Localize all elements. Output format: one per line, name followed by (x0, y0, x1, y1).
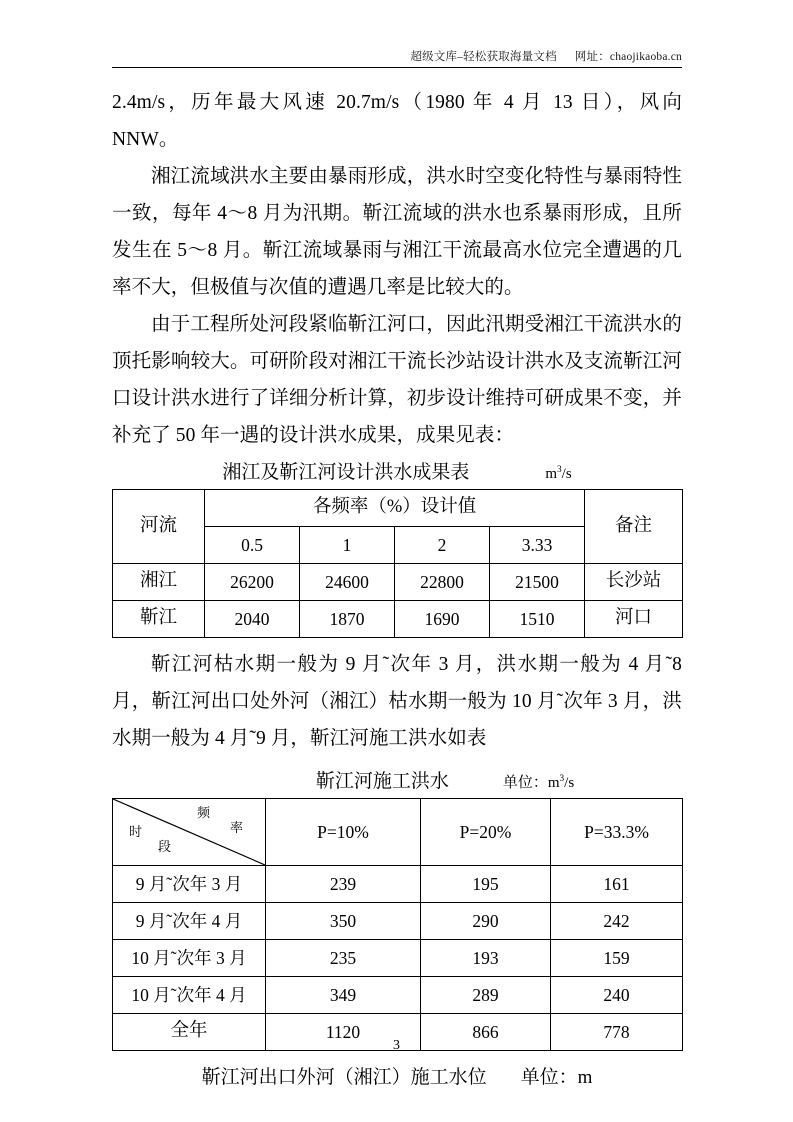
construction-flood-table (112, 798, 683, 1051)
paragraph-wind-speed: 2.4m/s，历年最大风速 20.7m/s（1980 年 4 月 13 日），风向 NNW。 (112, 92, 682, 150)
table2-corner-header (113, 799, 266, 866)
table1-row1-val0: 2040 (205, 601, 300, 638)
table1-freq-1: 1 (300, 527, 395, 564)
table2-caption-text: 靳江河施工洪水 (315, 771, 449, 792)
table3-unit: 单位：m (520, 1067, 593, 1088)
table2-row2-val2: 159 (551, 940, 683, 977)
table2-row3-val2: 240 (551, 977, 683, 1014)
table2-caption (112, 767, 682, 798)
table2-header-1: P=20% (421, 799, 551, 866)
table2-unit-prefix: 单位： (502, 775, 548, 791)
header-url-label: 网址： (574, 51, 610, 63)
table2-row1-period: 9 月˜次年 4 月 (113, 903, 266, 940)
table1-header-remark: 备注 (585, 490, 683, 564)
table1-caption (112, 458, 682, 489)
table2-row4-val1: 866 (421, 1014, 551, 1051)
table1-row1-val3: 1510 (490, 601, 585, 638)
table-row (113, 799, 683, 866)
table2-header-2: P=33.3% (551, 799, 683, 866)
table-row (113, 977, 683, 1014)
table1-freq-0: 0.5 (205, 527, 300, 564)
table2-unit-base: m (547, 775, 560, 791)
table3-caption (112, 1063, 682, 1093)
table1-row0-remark: 长沙站 (585, 564, 683, 601)
page-header (112, 48, 682, 68)
table-row (113, 940, 683, 977)
table1-unit-base: m (545, 466, 557, 482)
table2-row1-val0: 350 (266, 903, 421, 940)
table2-unit-suffix: /s (564, 775, 575, 791)
paragraph-xiangjiang-flood: 湘江流域洪水主要由暴雨形成，洪水时空变化特性与暴雨特性一致，每年 4～8 月为汛期。靳江流域的洪水也系暴雨形成，且所发生在 5～8 月。靳江流域暴雨与湘江干流最高水位完全遭遇的几率不大，但极值与次值的遭遇几率是比较大的。 (112, 166, 682, 298)
table1-row1-val1: 1870 (300, 601, 395, 638)
table2-row3-val1: 289 (421, 977, 551, 1014)
table1-unit-exp: 3 (557, 465, 562, 475)
table-row (113, 490, 683, 527)
table2-corner-period-2: 段 (158, 839, 172, 854)
table2-row4-val0: 1120 (266, 1014, 421, 1051)
table1-unit (545, 466, 571, 482)
table1-row1-river: 靳江 (113, 601, 205, 638)
page-header-text (112, 48, 682, 67)
table2-corner-freq-1: 频 (197, 805, 211, 820)
table2-header-0: P=10% (266, 799, 421, 866)
table3-caption-text: 靳江河出口外河（湘江）施工水位 (201, 1067, 487, 1088)
table2-corner-period-1: 时 (129, 824, 143, 839)
table1-header-river: 河流 (113, 490, 205, 564)
table2-unit-exp: 3 (559, 774, 565, 784)
table-row (113, 866, 683, 903)
table-row (113, 601, 683, 638)
table2-row1-val2: 242 (551, 903, 683, 940)
table2-row4-val2: 778 (551, 1014, 683, 1051)
paragraph-design-flood: 由于工程所处河段紧临靳江河口，因此汛期受湘江干流洪水的顶托影响较大。可研阶段对湘江干流长沙站设计洪水及支流靳江河口设计洪水进行了详细分析计算，初步设计维持可研成果不变，并补充了 50 年一遇的设计洪水成果，成果见表： (112, 314, 682, 446)
table2-row3-period: 10 月˜次年 4 月 (113, 977, 266, 1014)
table2-row2-val0: 235 (266, 940, 421, 977)
page-number: 3 (393, 1038, 400, 1053)
table1-row1-val2: 1690 (395, 601, 490, 638)
table1-row1-remark: 河口 (585, 601, 683, 638)
table1-freq-3: 3.33 (490, 527, 585, 564)
table1-row0-val3: 21500 (490, 564, 585, 601)
table2-row0-val0: 239 (266, 866, 421, 903)
table1-header-group: 各频率（%）设计值 (205, 490, 585, 527)
design-flood-table (112, 489, 683, 638)
page-header-rule (112, 67, 682, 68)
paragraph-dry-wet-season: 靳江河枯水期一般为 9 月˜次年 3 月，洪水期一般为 4 月˜8 月，靳江河出口处外河（湘江）枯水期一般为 10 月˜次年 3 月，洪水期一般为 4 月˜9 月，靳江河施工洪水如表 (112, 654, 682, 749)
table2-row2-val1: 193 (421, 940, 551, 977)
table1-row0-val1: 24600 (300, 564, 395, 601)
table2-corner-freq-2: 率 (230, 820, 244, 835)
table2-row0-val1: 195 (421, 866, 551, 903)
table-row (113, 564, 683, 601)
table2-row2-period: 10 月˜次年 3 月 (113, 940, 266, 977)
table1-row0-val0: 26200 (205, 564, 300, 601)
table-row (113, 903, 683, 940)
table2-row0-period: 9 月˜次年 3 月 (113, 866, 266, 903)
table1-row0-river: 湘江 (113, 564, 205, 601)
table2-row0-val2: 161 (551, 866, 683, 903)
table1-row0-val2: 22800 (395, 564, 490, 601)
table1-freq-2: 2 (395, 527, 490, 564)
table2-row3-val0: 349 (266, 977, 421, 1014)
table1-unit-suffix: /s (561, 466, 572, 482)
header-url: chaojikaoba.cn (609, 51, 682, 63)
table1-caption-text: 湘江及靳江河设计洪水成果表 (222, 462, 470, 483)
table2-row4-period: 全年 (113, 1014, 266, 1051)
document-body (112, 84, 682, 1093)
table2-row1-val1: 290 (421, 903, 551, 940)
header-brand: 超级文库–轻松获取海量文档 (410, 51, 557, 63)
table2-unit (503, 775, 574, 791)
